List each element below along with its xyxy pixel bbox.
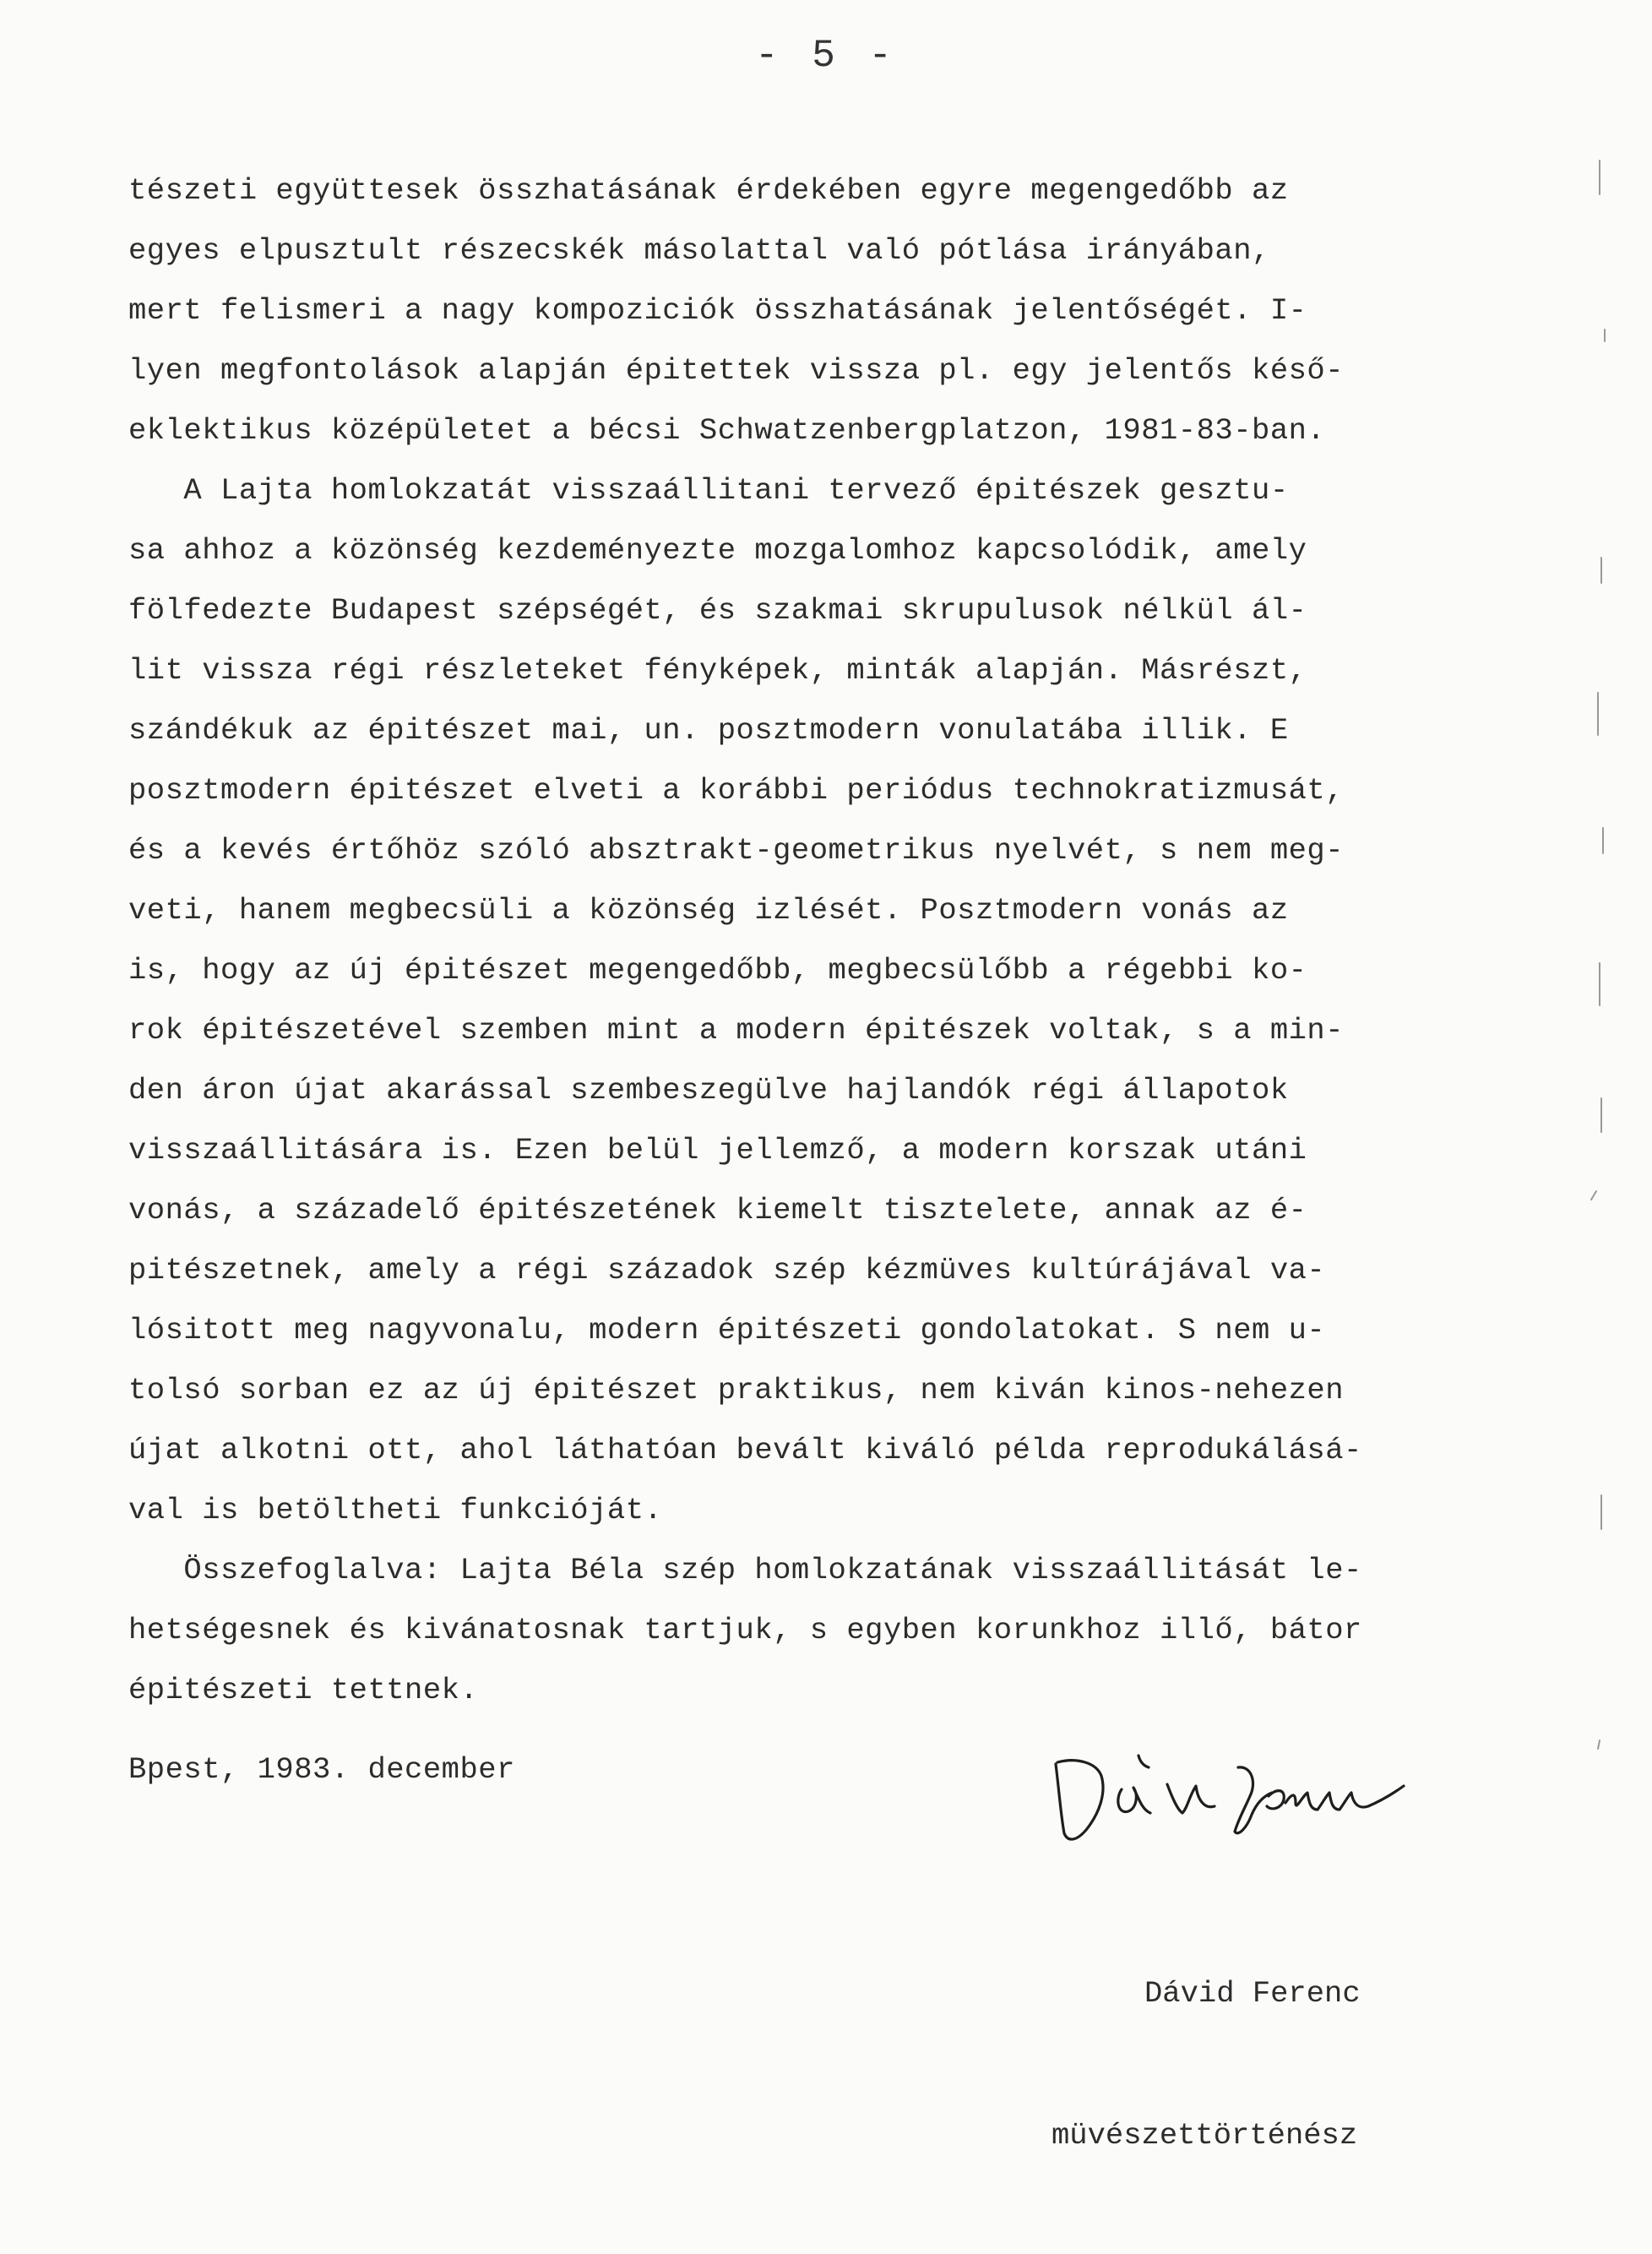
body-line: mert felismeri a nagy kompoziciók összhatásának jelentőségét. I-	[128, 293, 1307, 328]
body-line: hetségesnek és kivánatosnak tartjuk, s egyben korunkhoz illő, bátor	[128, 1613, 1362, 1647]
body-line: A Lajta homlokzatát visszaállitani tervező épitészek gesztu-	[128, 473, 1289, 508]
body-line: és a kevés értőhöz szóló absztrakt-geometrikus nyelvét, s nem meg-	[128, 833, 1345, 868]
scan-margin-marks	[1576, 0, 1652, 2028]
signer-name: Dávid Ferenc	[1144, 1976, 1361, 2011]
page-number: - 5 -	[754, 34, 898, 78]
signer-block	[1052, 1876, 1361, 2254]
body-line: den áron újat akarással szembeszegülve hajlandók régi állapotok	[128, 1073, 1289, 1108]
body-line: szándékuk az épitészet mai, un. posztmodern vonulatába illik. E	[128, 713, 1289, 748]
body-line: eklektikus középületet a bécsi Schwatzenbergplatzon, 1981-83-ban.	[128, 413, 1326, 448]
body-line: val is betöltheti funkcióját.	[128, 1493, 663, 1527]
dateline: Bpest, 1983. december	[128, 1752, 515, 1787]
handwritten-signature	[1039, 1715, 1427, 1850]
body-text	[128, 161, 1581, 1720]
body-line: is, hogy az új épitészet megengedőbb, megbecsülőbb a régebbi ko-	[128, 953, 1307, 988]
body-line: pitészetnek, amely a régi századok szép kézmüves kultúrájával va-	[128, 1253, 1326, 1288]
body-line: egyes elpusztult részecskék másolattal való pótlása irányában,	[128, 233, 1270, 268]
body-line: veti, hanem megbecsüli a közönség izlését. Posztmodern vonás az	[128, 893, 1289, 928]
body-line: tészeti együttesek összhatásának érdekében egyre megengedőbb az	[128, 173, 1289, 208]
body-line: rok épitészetével szemben mint a modern épitészek voltak, s a min-	[128, 1013, 1345, 1048]
body-line: lyen megfontolások alapján épitettek vissza pl. egy jelentős késő-	[128, 353, 1345, 388]
body-line: lit vissza régi részleteket fényképek, minták alapján. Másrészt,	[128, 653, 1307, 688]
body-line: tolsó sorban ez az új épitészet praktikus, nem kiván kinos-nehezen	[128, 1373, 1345, 1407]
body-line: sa ahhoz a közönség kezdeményezte mozgalomhoz kapcsolódik, amely	[128, 533, 1307, 568]
body-line: lósitott meg nagyvonalu, modern épitészeti gondolatokat. S nem u-	[128, 1313, 1326, 1348]
body-line: Összefoglalva: Lajta Béla szép homlokzatának visszaállitását le-	[128, 1553, 1362, 1587]
body-line: vonás, a századelő épitészetének kiemelt tisztelete, annak az é-	[128, 1193, 1307, 1228]
body-line: épitészeti tettnek.	[128, 1673, 479, 1707]
body-line: visszaállitására is. Ezen belül jellemző, a modern korszak utáni	[128, 1133, 1307, 1168]
body-line: posztmodern épitészet elveti a korábbi periódus technokratizmusát,	[128, 773, 1345, 808]
signer-title: müvészettörténész	[1052, 2118, 1358, 2153]
body-line: újat alkotni ott, ahol láthatóan bevált kiváló példa reprodukálásá-	[128, 1433, 1362, 1467]
body-line: fölfedezte Budapest szépségét, és szakmai skrupulusok nélkül ál-	[128, 593, 1307, 628]
